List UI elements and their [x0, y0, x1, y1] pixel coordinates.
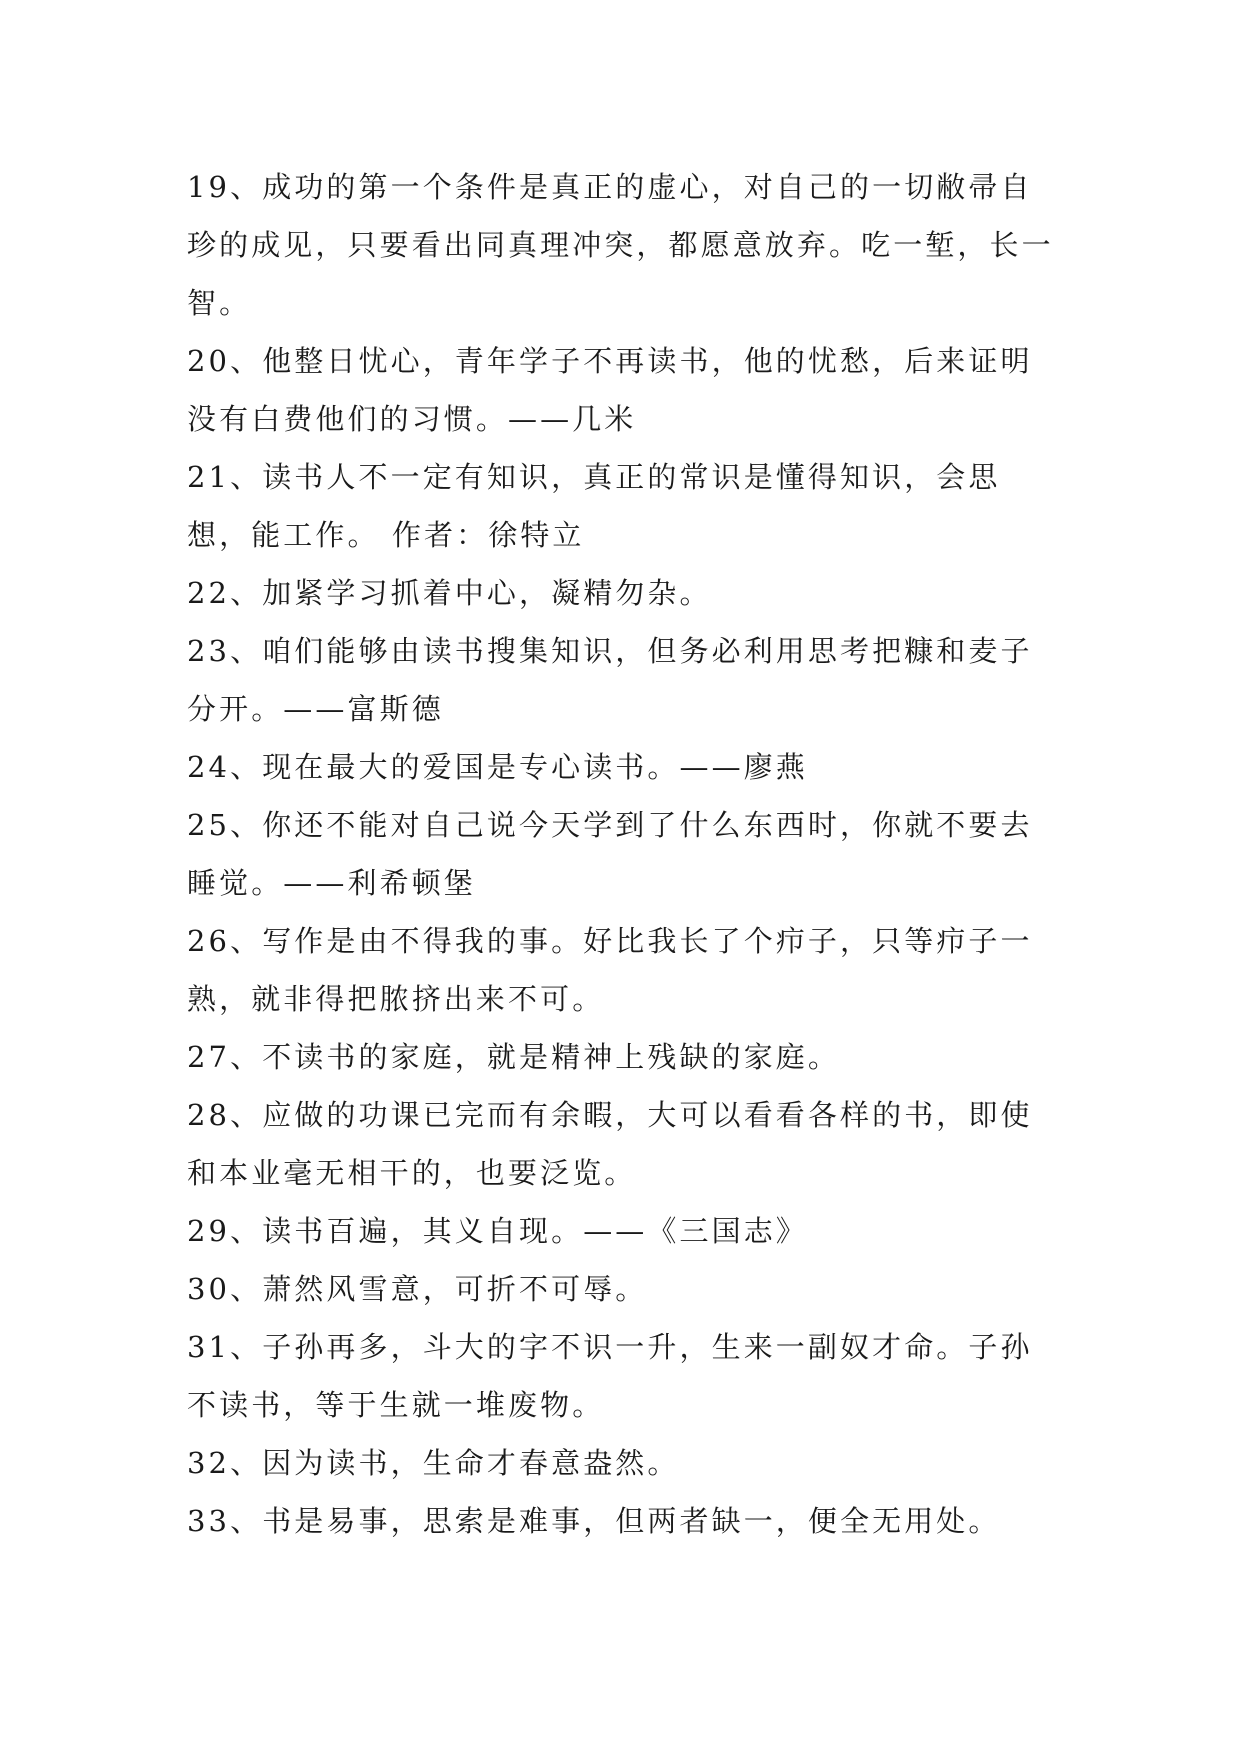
quote-item-31: 31、子孙再多，斗大的字不识一升，生来一副奴才命。子孙不读书，等于生就一堆废物。: [187, 1330, 1033, 1422]
quote-item-28: 28、应做的功课已完而有余暇，大可以看看各样的书，即使和本业毫无相干的，也要泛览。: [187, 1098, 1033, 1190]
quote-item-24: 24、现在最大的爱国是专心读书。——廖燕: [187, 750, 808, 784]
quote-item-21: 21、读书人不一定有知识，真正的常识是懂得知识，会思想，能工作。 作者：徐特立: [187, 460, 1001, 552]
quote-item-27: 27、不读书的家庭，就是精神上残缺的家庭。: [187, 1040, 841, 1074]
quote-item-20: 20、他整日忧心，青年学子不再读书，他的忧愁，后来证明没有白费他们的习惯。——几米: [187, 344, 1033, 436]
quote-item-22: 22、加紧学习抓着中心，凝精勿杂。: [187, 576, 712, 610]
quote-item-33: 33、书是易事，思索是难事，但两者缺一，便全无用处。: [187, 1504, 1001, 1538]
quote-item-25: 25、你还不能对自己说今天学到了什么东西时，你就不要去睡觉。——利希顿堡: [187, 808, 1033, 900]
quote-item-23: 23、咱们能够由读书搜集知识，但务必利用思考把糠和麦子分开。——富斯德: [187, 634, 1033, 726]
quote-item-29: 29、读书百遍，其义自现。——《三国志》: [187, 1214, 808, 1248]
quote-list: [187, 158, 1057, 1550]
quote-item-19: 19、成功的第一个条件是真正的虚心，对自己的一切敝帚自珍的成见，只要看出同真理冲突，都愿意放弃。吃一堑，长一智。: [187, 170, 1054, 320]
quote-item-30: 30、萧然风雪意，可折不可辱。: [187, 1272, 648, 1306]
quote-item-32: 32、因为读书，生命才春意盎然。: [187, 1446, 680, 1480]
quote-item-26: 26、写作是由不得我的事。好比我长了个疖子，只等疖子一熟，就非得把脓挤出来不可。: [187, 924, 1033, 1016]
